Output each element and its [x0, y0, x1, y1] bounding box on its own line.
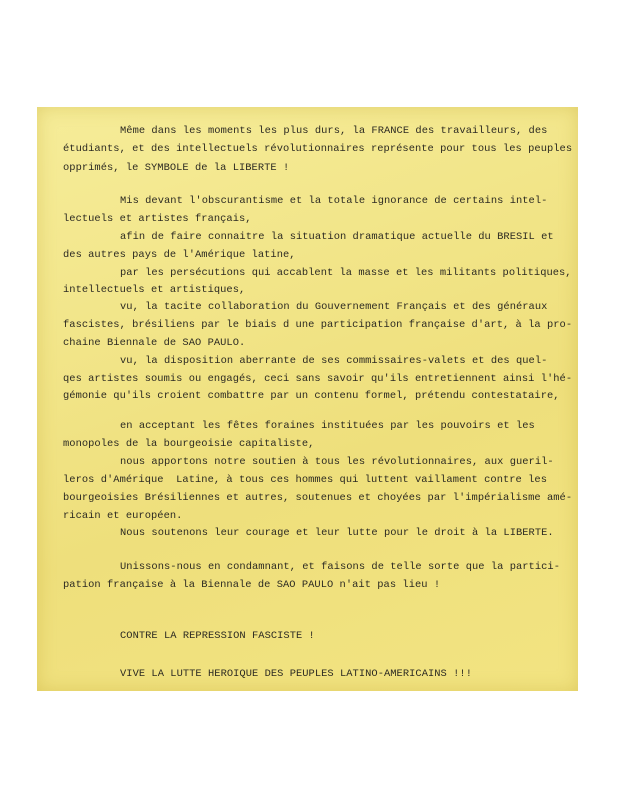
text-line: lectuels et artistes français, [63, 213, 252, 225]
text-line: afin de faire connaitre la situation dramatique actuelle du BRESIL et [120, 231, 554, 243]
text-line: Nous soutenons leur courage et leur lutte pour le droit à la LIBERTE. [120, 527, 554, 539]
text-line: Unissons-nous en condamnant, et faisons de telle sorte que la partici- [120, 561, 560, 573]
text-line: étudiants, et des intellectuels révolutionnaires représente pour tous les peuples [63, 143, 573, 155]
text-line: fascistes, brésiliens par le biais d une participation française d'art, à la pro- [63, 319, 573, 331]
text-line: ricain et européen. [63, 510, 183, 522]
text-line: des autres pays de l'Amérique latine, [63, 249, 296, 261]
text-line: vu, la disposition aberrante de ses commissaires-valets et des quel- [120, 355, 548, 367]
text-line: Même dans les moments les plus durs, la FRANCE des travailleurs, des [120, 125, 548, 137]
text-line: qes artistes soumis ou engagés, ceci sans savoir qu'ils entretiennent ainsi l'hé- [63, 373, 573, 385]
slogan-line: VIVE LA LUTTE HEROIQUE DES PEUPLES LATINO-AMERICAINS !!! [120, 668, 472, 680]
text-line: pation française à la Biennale de SAO PAULO n'ait pas lieu ! [63, 579, 441, 591]
text-line: monopoles de la bourgeoisie capitaliste, [63, 438, 315, 450]
text-line: nous apportons notre soutien à tous les révolutionnaires, aux gueril- [120, 456, 554, 468]
text-line: opprimés, le SYMBOLE de la LIBERTE ! [63, 162, 290, 174]
text-line: Mis devant l'obscurantisme et la totale ignorance de certains intel- [120, 195, 548, 207]
text-line: chaine Biennale de SAO PAULO. [63, 337, 246, 349]
text-line: leros d'Amérique Latine, à tous ces hommes qui luttent vaillament contre les [63, 474, 547, 486]
text-line: par les persécutions qui accablent la masse et les militants politiques, [120, 267, 572, 279]
text-line: en acceptant les fêtes foraines instituées par les pouvoirs et les [120, 420, 535, 432]
text-line: bourgeoisies Brésiliennes et autres, soutenues et choyées par l'impérialisme amé- [63, 492, 573, 504]
slogan-line: CONTRE LA REPRESSION FASCISTE ! [120, 630, 315, 642]
text-line: intellectuels et artistiques, [63, 284, 246, 296]
text-line: vu, la tacite collaboration du Gouvernement Français et des généraux [120, 301, 548, 313]
text-line: gémonie qu'ils croient combattre par un contenu formel, prétendu contestataire, [63, 390, 560, 402]
